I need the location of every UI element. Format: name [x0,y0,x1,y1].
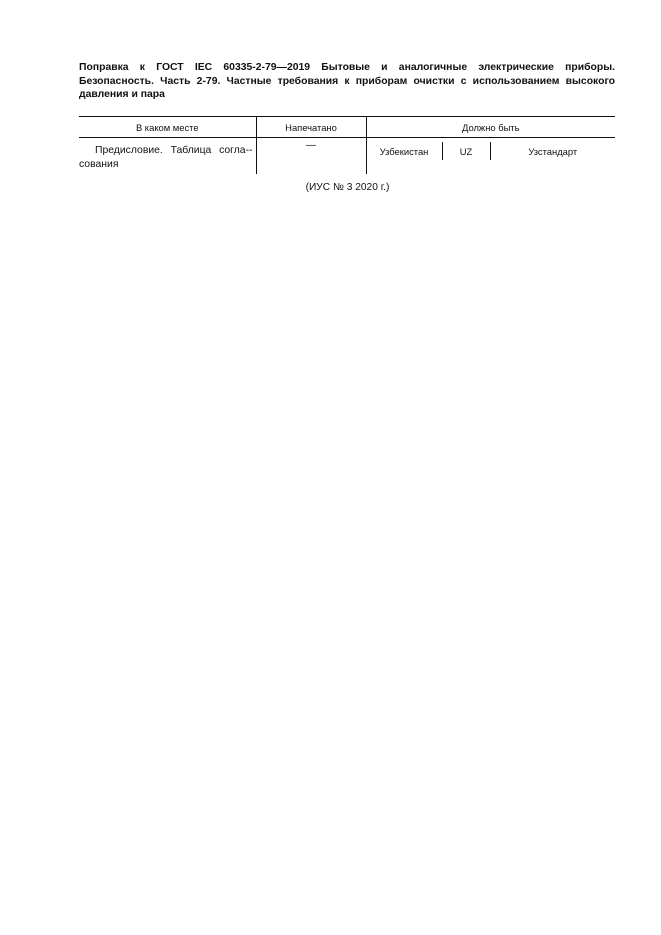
header-should-be: Должно быть [366,117,615,138]
table-header-row [79,117,615,138]
country-code: UZ [442,142,491,160]
country-name: Узбекистан [379,145,429,157]
cell-place [79,138,256,175]
standards-body: Узстандарт [528,145,578,157]
source-reference: (ИУС № 3 2020 г.) [305,182,390,193]
page-title: Поправка к ГОСТ IEC 60335-2-79—2019 Бытовые и аналогичные электрические приборы. Безопасность. Часть 2-79. Частные требования к приборам очистки с использованием высокого давления и пара [79,62,615,100]
cell-printed: — [256,138,366,175]
table-row [79,138,615,175]
should-be-entry [367,142,616,160]
cell-place-text: Предисловие. Таблица согла-сования [79,145,253,170]
cell-should-be [366,138,615,175]
correction-table [79,116,615,174]
header-printed: Напечатано [256,117,366,138]
header-place: В каком месте [79,117,256,138]
